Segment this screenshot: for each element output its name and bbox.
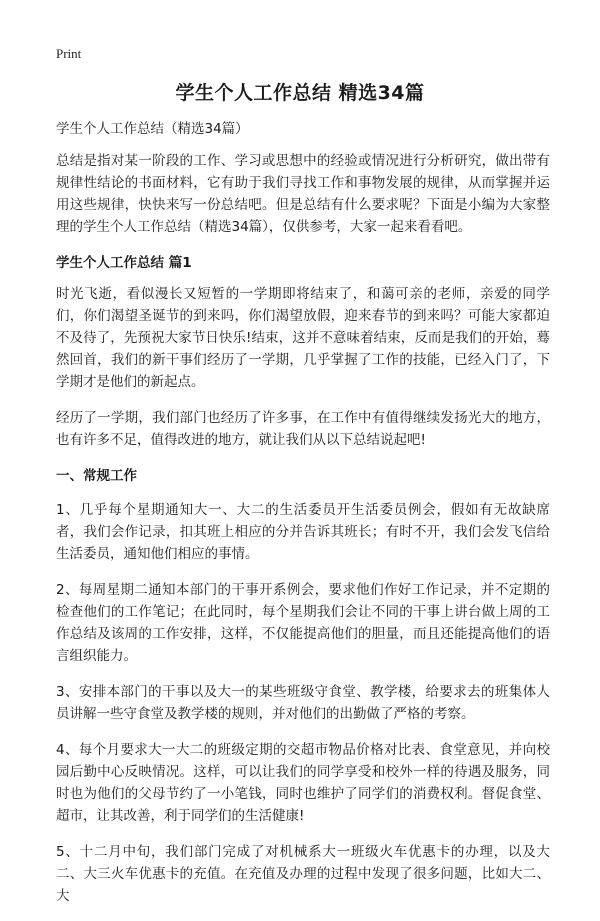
paragraph-2: 经历了一学期，我们部门也经历了许多事，在工作中有值得继续发扬光大的地方，也有许多不足，值得改进的地方，就让我们从以下总结说起吧! <box>56 410 550 448</box>
page-title: 学生个人工作总结 精选34篇 <box>175 82 425 104</box>
print-link[interactable]: Print <box>56 46 82 61</box>
article-subtitle: 学生个人工作总结（精选34篇） <box>56 121 249 137</box>
article-heading: 学生个人工作总结 篇1 <box>56 255 192 271</box>
list-item-2: 2、每周星期二通知本部门的干事开系例会，要求他们作好工作记录，并不定期的检查他们的工作笔记；在此同时，每个星期我们会让不同的干事上讲台做上周的工作总结及该周的工作安排，这样，不仅能提高他们的胆量，而且还能提高他们的语言组织能力。 <box>56 582 550 664</box>
intro-paragraph: 总结是指对某一阶段的工作、学习或思想中的经验或情况进行分析研究，做出带有规律性结论的书面材料，它有助于我们寻找工作和事物发展的规律，从而掌握并运用这些规律，快快来写一份总结吧。但是总结有什么要求呢？下面是小编为大家整理的学生个人工作总结（精选34篇），仅供参考，大家一起来看看吧。 <box>56 153 550 235</box>
article-body <box>56 118 550 921</box>
list-item-4: 4、每个月要求大一大二的班级定期的交超市物品价格对比表、食堂意见，并向校园后勤中心反映情况。这样，可以让我们的同学享受和校外一样的待遇及服务，同时也为他们的父母节约了一小笔钱，同时也维护了同学们的消费权利。督促食堂、超市，让其改善，利于同学们的生活健康! <box>56 742 550 824</box>
paragraph-1: 时光飞逝，看似漫长又短暂的一学期即将结束了，和蔼可亲的老师，亲爱的同学们，你们渴望圣诞节的到来吗，你们渴望放假，迎来春节的到来吗？可能大家都迫不及待了，先预祝大家节日快乐!结束，这并不意味着结束，反而是我们的开始，蓦然回首，我们的新干事们经历了一学期，几乎掌握了工作的技能，已经入门了，下学期才是他们的新起点。 <box>56 286 550 390</box>
section-heading: 一、常规工作 <box>56 468 137 484</box>
list-item-3: 3、安排本部门的干事以及大一的某些班级守食堂、教学楼，给要求去的班集体人员讲解一些守食堂及教学楼的规则，并对他们的出勤做了严格的考察。 <box>56 684 550 722</box>
list-item-1: 1、几乎每个星期通知大一、大二的生活委员开生活委员例会，假如有无故缺席者，我们会作记录，扣其班上相应的分并告诉其班长；有时不开，我们会发飞信给生活委员，通知他们相应的事情。 <box>56 502 550 562</box>
list-item-5: 5、十二月中旬，我们部门完成了对机械系大一班级火车优惠卡的办理，以及大二、大三火车优惠卡的充值。在充值及办理的过程中发现了很多问题，比如大二、大 <box>56 844 550 904</box>
